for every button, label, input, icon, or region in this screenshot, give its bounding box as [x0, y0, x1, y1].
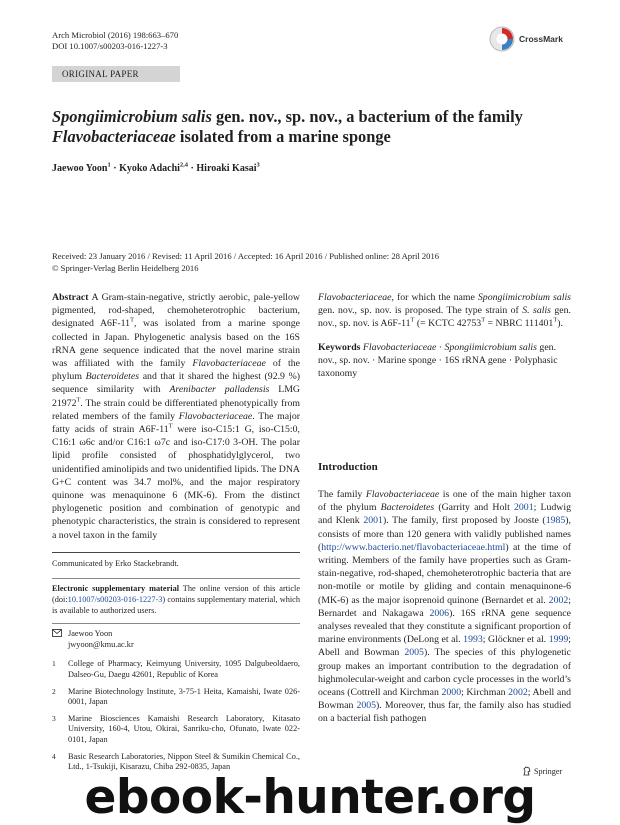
abstract-column — [52, 291, 300, 779]
envelope-icon — [52, 629, 68, 650]
intro-text: ; Kirchman — [461, 687, 509, 699]
intro-taxon: Flavobacteriaceae — [365, 489, 440, 500]
affiliation-number: 4 — [52, 751, 56, 761]
abstract-taxon: Arenibacter palladensis — [169, 384, 270, 396]
intro-taxon: Bacteroidetes — [380, 502, 435, 514]
intro-text: ; Glöckner et al. — [482, 634, 549, 646]
section-tag: ORIGINAL PAPER — [52, 66, 180, 82]
keyword: Flavobacteriaceae — [362, 341, 437, 353]
citation-link[interactable]: 2005 — [404, 647, 424, 659]
esm-label: Electronic supplementary material — [52, 584, 180, 594]
abstract-text: = NBRC 111401 — [485, 318, 554, 330]
intro-text: is one of the main higher taxon of the phylum — [318, 489, 572, 514]
citation-link[interactable]: 1985 — [545, 515, 566, 527]
keywords-label: Keywords — [318, 341, 361, 353]
bacterio-url-link[interactable]: http://www.bacterio.net/flavobacteriaceae.html — [321, 541, 506, 553]
abstract-end — [318, 291, 571, 331]
keywords — [318, 341, 571, 381]
abstract-taxon: S. salis — [522, 305, 551, 317]
keyword: Spongiimicrobium salis — [444, 341, 537, 353]
intro-text: ). The species of this phylogenetic group makes an important contribution to the degradation of highmolecular-weight and carbon cycle processes in the world’s oceans (Cottrell and Kirchman — [318, 647, 571, 699]
type-strain-marker: T — [410, 317, 415, 325]
crossmark-badge[interactable] — [489, 26, 563, 52]
intro-text: ). 16S rRNA gene sequence analyses revealed that they constitute a significant proportion of marine environments (DeLong et al. — [318, 607, 571, 646]
author-list — [52, 163, 260, 174]
abstract — [52, 291, 300, 542]
author-affiliation-marker: 2,4 — [179, 161, 189, 169]
article-title — [52, 107, 572, 147]
abstract-text: . The major fatty acids of strain A6F-11 — [52, 410, 300, 436]
intro-text: ). The family, first proposed by Jooste ( — [382, 515, 546, 527]
communicated-by: Communicated by Erko Stackebrandt. — [52, 558, 179, 568]
abstract-taxon: Bacteroidetes — [85, 371, 140, 383]
citation-link[interactable]: 2001 — [363, 515, 383, 527]
footnotes — [52, 559, 300, 773]
affiliation-text: Basic Research Laboratories, Nippon Steel & Sumikin Chemical Co., Ltd., 1-Tsukiji, Kisarazu, Chiba 292-0835, Japan — [68, 751, 300, 772]
esm-note — [52, 584, 300, 616]
affiliation-number: 1 — [52, 659, 56, 669]
title-family: Flavobacteriaceae — [52, 127, 176, 146]
type-strain-marker: T — [168, 422, 173, 430]
intro-text: ; Ludwig and Klenk — [318, 502, 571, 527]
abstract-taxon: Spongiimicrobium salis — [477, 292, 571, 303]
abstract-text: gen. nov., sp. nov. is A6F-11 — [318, 305, 572, 330]
intro-text: (Garrity and Holt — [434, 502, 514, 514]
author-name[interactable]: Hiroaki Kasai — [196, 163, 257, 174]
history-dates: Received: 23 January 2016 / Revised: 11 April 2016 / Accepted: 16 April 2016 / Published online: 28 April 2016 — [52, 251, 440, 261]
citation-link[interactable]: 2002 — [548, 594, 569, 606]
author-separator: · — [110, 163, 120, 174]
intro-text: ). Moreover, thus far, the family also has studied on a bacterial fish pathogen — [318, 700, 571, 725]
introduction-heading: Introduction — [318, 461, 378, 473]
footnote-divider — [52, 552, 300, 553]
affiliation — [52, 659, 300, 680]
author-name[interactable]: Kyoko Adachi — [119, 163, 180, 174]
type-strain-marker: T — [553, 317, 558, 325]
intro-text: ; Abell and Bowman — [318, 634, 572, 659]
citation-link[interactable]: 2005 — [356, 700, 377, 712]
abstract-text: A Gram-stain-negative, strictly aerobic, pale-yellow pigmented, rod-shaped, chemoheterotrophic bacterium, designated A6F-11 — [52, 292, 300, 330]
contact-name: Jaewoo Yoon — [68, 629, 113, 639]
abstract-text: . The strain could be differentiated phenotypically from related members of the family — [52, 397, 300, 422]
publisher-name: Springer — [534, 766, 563, 776]
intro-text: ), consists of more than 120 genera with validly published names ( — [318, 515, 571, 553]
affiliation-text: Marine Biotechnology Institute, 3-75-1 Heita, Kamaishi, Iwate 026-0001, Japan — [68, 686, 300, 707]
abstract-text: gen. nov., sp. nov. is proposed. The type strain of — [318, 305, 523, 317]
footnote-rule — [52, 623, 300, 624]
publication-history — [52, 251, 572, 274]
type-strain-marker: T — [130, 317, 134, 325]
abstract-text: ). — [557, 318, 563, 330]
citation-link[interactable]: 2000 — [441, 687, 462, 699]
contact-email[interactable]: jwyoon@kmu.ac.kr — [68, 639, 134, 649]
author-separator: · — [188, 163, 197, 174]
corresponding-author — [52, 629, 300, 650]
esm-text: ) contains supplementary material, which is available to authorized users. — [52, 595, 300, 615]
author-name[interactable]: Jaewoo Yoon — [52, 163, 108, 174]
author-affiliation-marker: 3 — [256, 161, 260, 169]
affiliation — [52, 714, 300, 746]
journal-volume-line: Arch Microbiol (2016) 198:663–670 — [52, 30, 179, 40]
type-strain-marker: T — [481, 317, 486, 325]
affiliation-text: College of Pharmacy, Keimyung University, 1095 Dalgubeoldaero, Dalseo-Gu, Daegu 42601, Republic of Korea — [68, 659, 300, 680]
citation-link[interactable]: 2002 — [508, 687, 528, 699]
affiliation-text: Marine Biosciences Kamaishi Research Laboratory, Kitasato University, 160-4, Utou, Okirai, Sanriku-cho, Ofunato, Iwate 022-0101, Japan — [68, 713, 300, 744]
abstract-text: of the phylum — [52, 358, 300, 383]
journal-citation — [52, 30, 178, 52]
doi-line: DOI 10.1007/s00203-016-1227-3 — [52, 41, 168, 51]
citation-link[interactable]: 2006 — [429, 607, 450, 619]
abstract-taxon: Flavobacteriaceae — [318, 292, 392, 303]
crossmark-icon — [489, 26, 515, 52]
intro-text: ) at the time of writing. Members of the family have properties such as Gram-stain-negative, rod-shaped, chemoheterotrophic bacteria that are non-motile or motile by gliding and contain menaquinone-6 (MK-6) as the major isoprenoid quinone (Bernardet et al. — [318, 541, 571, 606]
citation-link[interactable]: 2001 — [514, 502, 534, 514]
title-text-end: isolated from a marine sponge — [175, 127, 391, 146]
introduction-body — [318, 488, 571, 726]
author-affiliation-marker: 1 — [107, 161, 111, 169]
keyword-separator: · — [436, 341, 445, 353]
title-text: gen. nov., sp. nov., a bacterium of the family — [211, 107, 523, 126]
abstract-text: LMG 21972 — [52, 384, 300, 409]
affiliation — [52, 687, 300, 708]
esm-doi-link[interactable]: 10.1007/s00203-016-1227-3 — [67, 595, 163, 605]
watermark: ebook-hunter.org — [84, 770, 536, 825]
abstract-label: Abstract — [52, 292, 89, 303]
abstract-text: , was isolated from a marine sponge collected in Japan. Phylogenetic analysis based on the 16S rRNA gene sequence indicated that the novel marine strain was affiliated with the family — [52, 318, 300, 370]
keyword: gen. nov., sp. nov. · Marine sponge · 16S rRNA gene · Polyphasic taxonomy — [318, 341, 558, 380]
footnote-rule — [52, 578, 300, 579]
abstract-continuation — [318, 291, 571, 380]
citation-link[interactable]: 1999 — [548, 634, 569, 646]
intro-text: ; Bernardet and Nakagawa — [318, 594, 571, 619]
affiliation-number: 3 — [52, 713, 56, 723]
abstract-text: , for which the name — [391, 292, 478, 303]
citation-link[interactable]: 1993 — [463, 634, 483, 646]
abstract-text: (= KCTC 42753 — [414, 318, 482, 330]
intro-text: ; Abell and Bowman — [318, 687, 572, 712]
esm-text: The online version of this article (doi: — [52, 584, 301, 605]
abstract-text: and that it shared the highest (92.9 %) sequence similarity with — [52, 371, 300, 396]
affiliation-number: 2 — [52, 686, 56, 696]
intro-text: The family — [318, 489, 366, 500]
copyright-line: © Springer-Verlag Berlin Heidelberg 2016 — [52, 262, 199, 273]
title-genus: Spongiimicrobium salis — [52, 107, 212, 126]
abstract-taxon: Flavobacteriaceae — [192, 358, 266, 370]
crossmark-label: CrossMark — [519, 34, 563, 44]
abstract-taxon: Flavobacteriaceae — [178, 410, 253, 422]
abstract-text: were iso-C15:1 G, iso-C15:0, C16:1 ω6c and/or C16:1 ω7c and iso-C17:0 3-OH. The polar lipid profile consisted of phosphatidylglycerol, two unidentified aminolipids and two unidentified lipids. The DNA G+C content was 34.7 mol%, and the major respiratory quinone was menaquinone 6 (MK-6). From the distinct phylogenetic position and combination of genotypic and phenotypic characteristics, the strain is considered to represent a novel taxon in the family — [52, 424, 300, 541]
type-strain-marker: T — [76, 396, 81, 404]
